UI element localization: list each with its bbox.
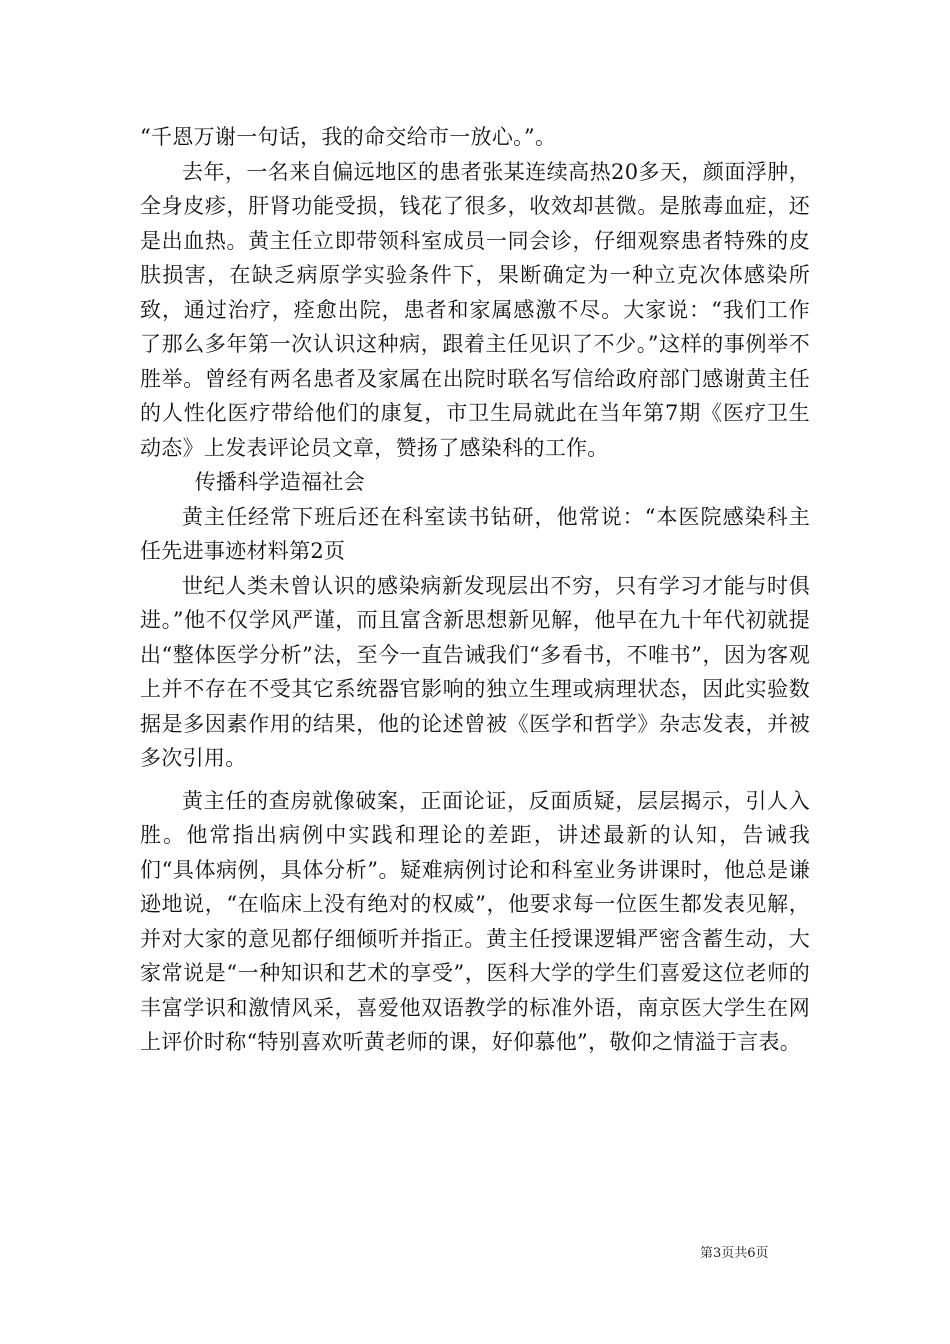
paragraph-ward-rounds: 黄主任的查房就像破案，正面论证，反面质疑，层层揭示，引人入胜。他常指出病例中实践和理论的差距，讲述最新的认知，告诫我们“具体病例，具体分析”。疑难病例讨论和科室业务讲课时，他总是谦逊地说，“在临床上没有绝对的权威”，他要求每一位医生都发表见解，并对大家的意见都仔细倾听并指正。黄主任授课逻辑严密含蓄生动，大家常说是“一种知识和艺术的享受”，医科大学的学生们喜爱这位老师的丰富学识和激情风采，喜爱他双语教学的标准外语，南京医大学生在网上评价时称“特别喜欢听黄老师的课，好仰慕他”，敬仰之情溢于言表。 [140,788,810,1054]
page-number: 第3页共6页 [700,1246,769,1261]
paragraph-new-ideas: 世纪人类未曾认识的感染病新发现层出不穷，只有学习才能与时俱进。”他不仅学风严谨，而且富含新思想新见解，他早在九十年代初就提出“整体医学分析”法，至今一直告诫我们“多看书，不唯书”，因为客观上并不存在不受其它系统器官影响的独立生理或病理状态，因此实验数据是多因素作用的结果，他的论述曾被《医学和哲学》杂志发表，并被多次引用。 [140,573,810,770]
paragraph-quote: “千恩万谢一句话，我的命交给市一放心。”。 [140,125,557,149]
paragraph-patient-case: 去年，一名来自偏远地区的患者张某连续高热20多天，颜面浮肿，全身皮疹，肝肾功能受损，钱花了很多，收效却甚微。是脓毒血症，还是出血热。黄主任立即带领科室成员一同会诊，仔细观察患者特殊的皮肤损害，在缺乏病原学实验条件下，果断确定为一种立克次体感染所致，通过治疗，痊愈出院，患者和家属感激不尽。大家说：“我们工作了那么多年第一次认识这种病，跟着主任见识了不少。”这样的事例举不胜举。曾经有两名患者及家属在出院时联名写信给政府部门感谢黄主任的人性化医疗带给他们的康复，市卫生局就此在当年第7期《医疗卫生动态》上发表评论员文章，赞扬了感染科的工作。 [140,159,810,460]
paragraph-study: 黄主任经常下班后还在科室读书钻研，他常说：“本医院感染科主任先进事迹材料第2页 [140,504,810,563]
document-body [140,120,810,1060]
section-heading: 传播科学造福社会 [194,470,365,494]
